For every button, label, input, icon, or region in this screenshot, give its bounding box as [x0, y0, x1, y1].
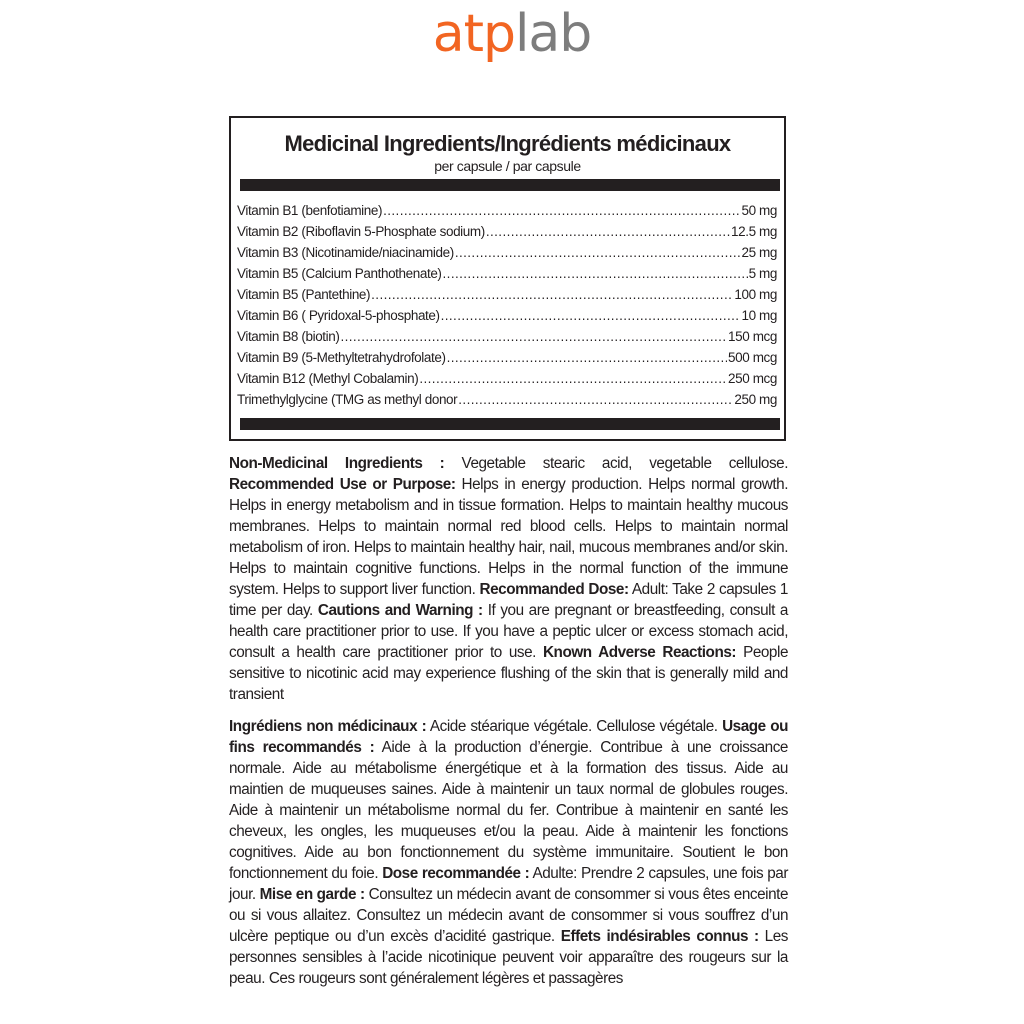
dot-leader [383, 200, 740, 221]
ingredient-amount: 25 mg [741, 245, 777, 260]
brand-logo-lab: lab [514, 4, 592, 64]
ingredient-name: Vitamin B5 (Calcium Panthothenate) [237, 266, 442, 281]
dot-leader [371, 284, 733, 305]
ingredient-list [237, 200, 777, 410]
section-text: Les personnes sensibles à l’acide nicotinique peuvent voir apparaître des rougeurs sur la peau. Ces rougeurs sont généralement légères et passagères [229, 928, 788, 987]
ingredient-row [237, 389, 777, 410]
section-label: Known Adverse Reactions: [542, 644, 737, 661]
dot-leader [441, 305, 741, 326]
dot-leader [458, 389, 733, 410]
ingredient-amount: 12.5 mg [731, 224, 777, 239]
ingredient-row [237, 347, 777, 368]
dot-leader [340, 326, 727, 347]
section-text: Aide à la production d’énergie. Contribue à une croissance normale. Aide au métabolisme énergétique et à la formation des tissus. Aide au maintien de muqueuses saines. Aide à maintenir un taux normal de globules rouges. Aide à maintenir un métabolisme normal du fer. Contribue à maintenir en santé les cheveux, les ongles, les muqueuses et/ou la peau. Aide à maintenir les fonctions cognitives. Aide au bon fonctionnement du système immunitaire. Soutient le bon fonctionnement du foie. [229, 739, 788, 882]
ingredient-name: Vitamin B3 (Nicotinamide/niacinamide) [237, 245, 454, 260]
section-label: Recommended Use or Purpose: [229, 476, 456, 493]
panel-title: Medicinal Ingredients/Ingrédients médicinaux [284, 131, 731, 156]
section-text: People sensitive to nicotinic acid may experience flushing of the skin that is generally mild and transient [229, 644, 788, 703]
ingredient-name: Trimethylglycine (TMG as methyl donor [237, 392, 458, 407]
ingredient-row [237, 200, 777, 221]
ingredient-row [237, 326, 777, 347]
ingredient-row [237, 284, 777, 305]
ingredient-amount: 5 mg [748, 266, 777, 281]
ingredient-name: Vitamin B6 ( Pyridoxal-5-phosphate) [237, 308, 440, 323]
ingredient-name: Vitamin B1 (benfotiamine) [237, 203, 383, 218]
english-label-text [229, 453, 788, 705]
section-text: Vegetable stearic acid, vegetable cellulose. [444, 455, 789, 472]
panel-subtitle: per capsule / par capsule [434, 158, 581, 174]
dot-leader [419, 368, 727, 389]
section-label: Cautions and Warning : [317, 602, 483, 619]
section-label: Mise en garde : [259, 886, 365, 903]
section-label: Usage ou fins recommandés : [229, 718, 788, 756]
section-label: Recommanded Dose: [479, 581, 629, 598]
dot-leader [447, 347, 727, 368]
section-text: Adult: Take 2 capsules 1 time per day. [229, 581, 788, 619]
brand-logo-atp: atp [432, 4, 515, 64]
ingredient-name: Vitamin B8 (biotin) [237, 329, 340, 344]
bottom-divider-bar [240, 418, 780, 430]
brand-logo [0, 2, 1024, 66]
ingredient-amount: 500 mcg [728, 350, 777, 365]
ingredient-row [237, 368, 777, 389]
ingredient-amount: 250 mg [734, 392, 777, 407]
ingredient-row [237, 305, 777, 326]
section-label: Dose recommandée : [382, 865, 530, 882]
section-label: Ingrédiens non médicinaux : [229, 718, 427, 735]
ingredient-amount: 50 mg [741, 203, 777, 218]
section-text: If you are pregnant or breastfeeding, consult a health care practitioner prior to use. If you have a peptic ulcer or excess stomach acid, consult a health care practitioner prior to use. [229, 602, 788, 661]
ingredient-amount: 250 mcg [728, 371, 777, 386]
medicinal-ingredients-panel [229, 116, 786, 441]
ingredient-name: Vitamin B9 (5-Methyltetrahydrofolate) [237, 350, 446, 365]
section-label: Non-Medicinal Ingredients : [229, 455, 445, 472]
ingredient-name: Vitamin B2 (Riboflavin 5-Phosphate sodium) [237, 224, 485, 239]
ingredient-amount: 150 mcg [728, 329, 777, 344]
ingredient-row [237, 221, 777, 242]
ingredient-amount: 10 mg [741, 308, 777, 323]
section-text: Acide stéarique végétale. Cellulose végétale. [426, 718, 723, 735]
dot-leader [486, 221, 730, 242]
ingredient-row [237, 263, 777, 284]
section-text: Helps in energy production. Helps normal growth. Helps in energy metabolism and in tissue formation. Helps to maintain healthy mucous membranes. Helps to maintain normal red blood cells. Helps to maintain normal metabolism of iron. Helps to maintain healthy hair, nail, mucous membranes and/or skin. Helps to maintain cognitive functions. Helps in the normal function of the immune system. Helps to support liver function. [229, 476, 788, 598]
ingredient-name: Vitamin B12 (Methyl Cobalamin) [237, 371, 419, 386]
french-label-text [229, 716, 788, 989]
top-divider-bar [240, 179, 780, 191]
dot-leader [455, 242, 741, 263]
section-label: Effets indésirables connus : [560, 928, 759, 945]
ingredient-amount: 100 mg [734, 287, 777, 302]
ingredient-row [237, 242, 777, 263]
dot-leader [443, 263, 748, 284]
section-text: Adulte: Prendre 2 capsules, une fois par jour. [229, 865, 788, 903]
section-text: Consultez un médecin avant de consommer si vous êtes enceinte ou si vous allaitez. Consultez un médecin avant de consommer si vous souffrez d’un ulcère peptique ou d’un excès d’acidité gastrique. [229, 886, 788, 945]
ingredient-name: Vitamin B5 (Pantethine) [237, 287, 371, 302]
